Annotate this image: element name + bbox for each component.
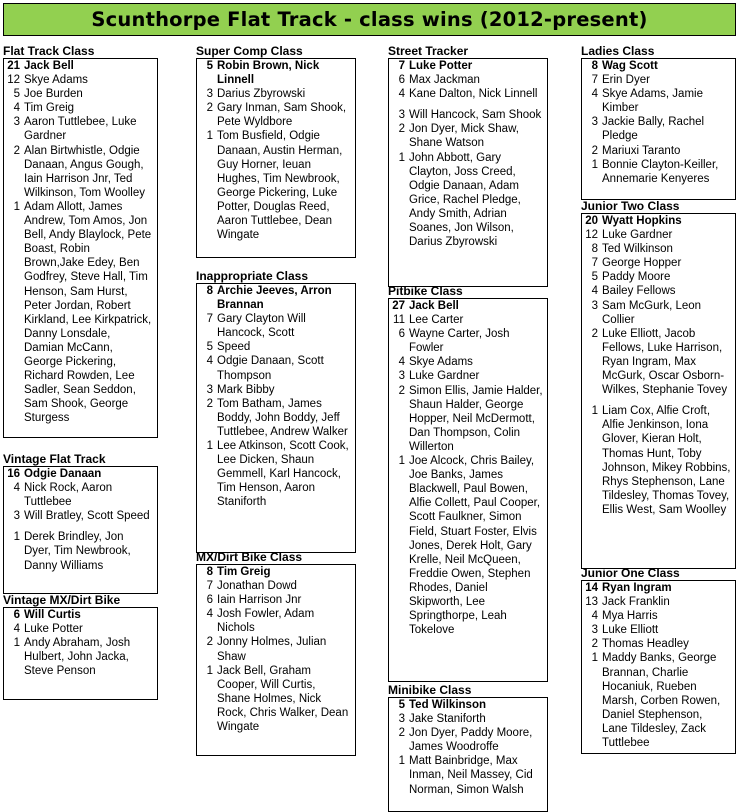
win-count: 2 <box>206 636 213 649</box>
list-item <box>391 313 543 327</box>
rider-names: Tom Busfield, Odgie Danaan, Austin Herman, Guy Horner, Ieuan Hughes, Tim Newbrook, George Pickering, Luke Potter, Douglas Reed, Aaron Tuttlebee, Dean Wingate <box>217 130 343 242</box>
list-item <box>584 404 731 517</box>
win-count: 13 <box>585 596 598 609</box>
win-count: 2 <box>13 144 20 157</box>
rider-names: Joe Burden <box>24 88 83 101</box>
win-count: 11 <box>393 314 405 327</box>
win-count: 2 <box>398 123 405 136</box>
section-title: Pitbike Class <box>388 284 463 298</box>
win-count: 4 <box>591 285 598 298</box>
rider-names: Mariuxi Taranto <box>602 144 681 157</box>
section-title: Super Comp Class <box>196 44 303 58</box>
win-count: 4 <box>13 482 20 495</box>
rider-names: Mark Bibby <box>217 383 275 396</box>
rider-names: Jack Bell <box>24 60 74 72</box>
list-item <box>199 579 351 593</box>
rider-names: Tim Greig <box>24 102 75 115</box>
win-count: 3 <box>591 299 598 312</box>
win-count: 1 <box>591 158 598 171</box>
win-count: 2 <box>206 397 213 410</box>
rider-names: Ted Wilkinson <box>602 243 673 256</box>
rider-names: Alan Birtwhistle, Odgie Danaan, Angus Gough, Iain Harrison Jnr, Ted Wilkinson, Tom Woolley <box>24 144 146 199</box>
list-item <box>6 200 153 426</box>
rider-names: Skye Adams <box>24 74 88 87</box>
list-item <box>584 284 731 298</box>
win-count: 8 <box>206 285 213 297</box>
win-count: 8 <box>206 566 213 578</box>
rider-names: Bailey Fellows <box>602 285 676 298</box>
rider-names: Iain Harrison Jnr <box>217 594 302 607</box>
class-section <box>3 452 158 594</box>
list-item <box>391 384 543 454</box>
wins-box <box>196 58 356 258</box>
win-count: 5 <box>398 699 405 711</box>
win-count: 4 <box>206 355 213 368</box>
section-title: MX/Dirt Bike Class <box>196 550 303 564</box>
win-count: 4 <box>398 356 405 369</box>
rider-names: Jonny Holmes, Julian Shaw <box>217 636 327 663</box>
rider-names: Josh Fowler, Adam Nichols <box>217 608 315 635</box>
section-title: Minibike Class <box>388 683 472 697</box>
wins-box <box>196 564 356 756</box>
rider-names: George Hopper <box>602 257 682 270</box>
win-count: 2 <box>398 384 405 397</box>
rider-names: Sam McGurk, Leon Collier <box>602 299 702 326</box>
rider-names: Liam Cox, Alfie Croft, Alfie Jenkinson, Iona Glover, Kieran Holt, Thomas Hunt, Toby Johnson, Mikey Robbins, Rhys Stephenson, Lane Tildesley, Thomas Tovey, Ellis West, Sam Woolley <box>602 405 731 516</box>
rider-names: Luke Gardner <box>409 370 480 383</box>
list-item <box>6 144 153 200</box>
win-count: 6 <box>206 594 213 607</box>
wins-box <box>388 298 548 682</box>
section-title: Ladies Class <box>581 44 655 58</box>
list-item <box>391 754 543 796</box>
class-section <box>388 44 548 287</box>
list-item <box>199 383 351 397</box>
win-count: 4 <box>591 610 598 623</box>
section-title: Vintage Flat Track <box>3 452 106 466</box>
list-item <box>6 101 153 115</box>
list-item <box>199 397 351 439</box>
rider-names: Jack Bell, Graham Cooper, Will Curtis, Shane Holmes, Nick Rock, Chris Walker, Dean Wingate <box>217 664 349 734</box>
win-count: 3 <box>206 383 213 396</box>
wins-box <box>3 58 158 438</box>
class-section <box>196 550 356 756</box>
list-item <box>6 636 153 678</box>
list-item <box>391 369 543 383</box>
list-item <box>6 467 153 481</box>
list-item <box>199 87 351 101</box>
win-count: 7 <box>206 313 213 326</box>
win-count: 20 <box>585 215 598 227</box>
rider-names: Simon Ellis, Jamie Halder, Shaun Halder, George Hopper, Neil McDermott, Dan Thompson, Colin Willerton <box>409 384 543 453</box>
rider-names: Andy Abraham, Josh Hulbert, John Jacka, Steve Penson <box>24 637 131 678</box>
win-count: 2 <box>206 102 213 115</box>
win-count: 1 <box>13 200 20 213</box>
win-count: 8 <box>591 60 598 72</box>
rider-names: Gary Clayton Will Hancock, Scott <box>217 313 306 340</box>
wins-box <box>581 58 736 200</box>
win-count: 1 <box>591 652 598 665</box>
rider-names: Jon Dyer, Mick Shaw, Shane Watson <box>409 123 519 150</box>
rider-names: Wag Scott <box>602 60 658 72</box>
win-count: 1 <box>398 151 405 164</box>
rider-names: Paddy Moore <box>602 271 671 284</box>
list-item <box>199 635 351 663</box>
list-item <box>584 158 731 186</box>
list-item <box>391 454 543 637</box>
win-count: 14 <box>585 582 598 594</box>
list-item <box>199 607 351 635</box>
list-item <box>584 242 731 256</box>
list-item <box>199 340 351 354</box>
win-count: 1 <box>398 455 405 468</box>
rider-names: Odgie Danaan <box>24 468 102 480</box>
win-count: 5 <box>13 88 20 101</box>
rider-names: Jack Bell <box>409 300 459 312</box>
rider-names: Tom Batham, James Boddy, John Boddy, Jeff Tuttlebee, Andrew Walker <box>217 397 348 438</box>
rider-names: Gary Inman, Sam Shook, Pete Wyldbore <box>217 102 347 129</box>
rider-names: Skye Adams <box>409 356 473 369</box>
list-item <box>584 623 731 637</box>
rider-names: Tim Greig <box>217 566 271 578</box>
win-count: 4 <box>591 88 598 101</box>
rider-names: Lee Carter <box>409 314 464 327</box>
list-item <box>584 115 731 143</box>
rider-names: Lee Atkinson, Scott Cook, Lee Dicken, Shaun Gemmell, Karl Hancock, Tim Henson, Aaron Staniforth <box>217 440 349 509</box>
win-count: 5 <box>206 341 213 354</box>
win-count: 2 <box>591 327 598 340</box>
win-count: 5 <box>591 271 598 284</box>
list-item <box>199 101 351 129</box>
rider-names: Archie Jeeves, Arron Brannan <box>217 285 332 312</box>
rider-names: Aaron Tuttlebee, Luke Gardner <box>24 116 137 143</box>
class-section <box>581 199 736 569</box>
win-count: 2 <box>591 638 598 651</box>
list-item <box>584 228 731 242</box>
rider-names: Speed <box>217 341 251 354</box>
class-section <box>3 593 158 700</box>
wins-box <box>581 580 736 754</box>
win-count: 5 <box>206 60 213 72</box>
list-item <box>391 59 543 73</box>
class-section <box>388 284 548 682</box>
win-count: 3 <box>398 370 405 383</box>
list-item <box>584 609 731 623</box>
class-section <box>196 44 356 258</box>
list-item <box>199 59 351 87</box>
rider-names: Bonnie Clayton-Keiller, Annemarie Kenyeres <box>602 158 719 185</box>
list-item <box>391 73 543 87</box>
list-item <box>584 637 731 651</box>
rider-names: Skye Adams, Jamie Kimber <box>602 88 703 115</box>
list-item <box>391 355 543 369</box>
win-count: 1 <box>206 440 213 453</box>
list-item <box>584 73 731 87</box>
win-count: 4 <box>398 88 405 101</box>
list-item <box>6 59 153 73</box>
win-count: 3 <box>398 713 405 726</box>
section-title: Flat Track Class <box>3 44 95 58</box>
list-item <box>584 87 731 115</box>
win-count: 3 <box>398 109 405 122</box>
list-item <box>584 256 731 270</box>
list-item <box>199 129 351 242</box>
rider-names: Mya Harris <box>602 610 658 623</box>
win-count: 3 <box>206 88 213 101</box>
list-item <box>584 581 731 595</box>
win-count: 1 <box>206 664 213 677</box>
list-item <box>584 595 731 609</box>
win-count: 3 <box>13 510 20 523</box>
wins-box <box>196 283 356 553</box>
class-section <box>581 44 736 200</box>
win-count: 3 <box>591 116 598 129</box>
list-item <box>584 59 731 73</box>
rider-names: Wyatt Hopkins <box>602 215 682 227</box>
rider-names: Max Jackman <box>409 74 480 87</box>
win-count: 1 <box>591 405 598 418</box>
list-item <box>6 530 153 572</box>
rider-names: Darius Zbyrowski <box>217 88 306 101</box>
list-item <box>6 481 153 509</box>
win-count: 1 <box>206 130 213 143</box>
page-title: Scunthorpe Flat Track - class wins (2012-present) <box>3 3 736 36</box>
section-title: Inappropriate Class <box>196 269 309 283</box>
wins-box <box>3 607 158 700</box>
win-count: 4 <box>206 608 213 621</box>
class-section <box>3 44 158 438</box>
class-section <box>581 566 736 754</box>
rider-names: Luke Potter <box>409 60 473 72</box>
list-item <box>199 284 351 312</box>
win-count: 4 <box>13 623 20 636</box>
wins-box <box>388 697 548 812</box>
rider-names: Ted Wilkinson <box>409 699 486 711</box>
rider-names: Joe Alcock, Chris Bailey, Joe Banks, James Blackwell, Paul Bowen, Alfie Collett, Paul Cooper, Scott Faulkner, Simon Field, Stuart Foster, Elvis Jones, Derek Holt, Gary Krelle, Neil McQueen, Freddie Owen, Stephen Rhodes, Daniel Skipworth, Lee Springthorpe, Leah Tokelove <box>409 455 541 637</box>
class-section <box>196 269 356 553</box>
rider-names: Jon Dyer, Paddy Moore, James Woodroffe <box>409 727 533 754</box>
rider-names: Luke Elliott <box>602 624 659 637</box>
wins-box <box>3 466 158 594</box>
list-item <box>199 593 351 607</box>
section-title: Street Tracker <box>388 44 469 58</box>
rider-names: Ryan Ingram <box>602 582 672 594</box>
rider-names: Will Curtis <box>24 609 81 621</box>
rider-names: John Abbott, Gary Clayton, Joss Creed, Odgie Danaan, Adam Grice, Rachel Pledge, Andy Smith, Adrian Soanes, Jon Wilson, Darius Zbyrowski <box>409 151 521 249</box>
list-item <box>199 664 351 734</box>
list-item <box>391 698 543 712</box>
win-count: 3 <box>13 116 20 129</box>
win-count: 7 <box>591 74 598 87</box>
rider-names: Thomas Headley <box>602 638 689 651</box>
list-item <box>391 122 543 150</box>
rider-names: Wayne Carter, Josh Fowler <box>409 328 510 355</box>
win-count: 16 <box>7 468 20 480</box>
list-item <box>584 270 731 284</box>
list-item <box>199 354 351 382</box>
list-item <box>584 651 731 750</box>
section-title: Vintage MX/Dirt Bike <box>3 593 121 607</box>
win-count: 1 <box>398 755 405 768</box>
list-item <box>584 214 731 228</box>
rider-names: Jonathan Dowd <box>217 580 297 593</box>
wins-box <box>581 213 736 569</box>
win-count: 1 <box>13 531 20 544</box>
rider-names: Luke Elliott, Jacob Fellows, Luke Harrison, Ryan Ingram, Max McGurk, Oscar Osborn-Wilkes, Stephanie Tovey <box>602 327 728 397</box>
list-item <box>391 108 543 122</box>
win-count: 6 <box>398 74 405 87</box>
rider-names: Jackie Bally, Rachel Pledge <box>602 116 705 143</box>
win-count: 3 <box>591 624 598 637</box>
rider-names: Kane Dalton, Nick Linnell <box>409 88 538 101</box>
win-count: 8 <box>591 243 598 256</box>
list-item <box>6 115 153 143</box>
list-item <box>6 87 153 101</box>
rider-names: Adam Allott, James Andrew, Tom Amos, Jon Bell, Andy Blaylock, Pete Boast, Robin Brown,Jake Edey, Ben Godfrey, Steve Hall, Tim Henson, Sam Hurst, Peter Jordan, Robert Kirkland, Lee Kirkpatrick, Danny Lonsdale, Damian McCann, George Pickering, Richard Rowden, Lee Sadler, Sean Seddon, Sam Shook, George Sturgess <box>24 200 152 425</box>
win-count: 2 <box>591 144 598 157</box>
wins-box <box>388 58 548 287</box>
rider-names: Will Hancock, Sam Shook <box>409 109 542 122</box>
class-section <box>388 683 548 812</box>
section-title: Junior One Class <box>581 566 680 580</box>
list-item <box>199 312 351 340</box>
list-item <box>199 439 351 509</box>
list-item <box>391 726 543 754</box>
rider-names: Erin Dyer <box>602 74 650 87</box>
rider-names: Will Bratley, Scott Speed <box>24 510 150 523</box>
list-item <box>391 327 543 355</box>
list-item <box>391 87 543 101</box>
list-item <box>584 144 731 158</box>
win-count: 1 <box>13 637 20 650</box>
win-count: 4 <box>13 102 20 115</box>
rider-names: Robin Brown, Nick Linnell <box>217 60 320 87</box>
win-count: 7 <box>591 257 598 270</box>
rider-names: Derek Brindley, Jon Dyer, Tim Newbrook, Danny Williams <box>24 531 131 572</box>
section-title: Junior Two Class <box>581 199 680 213</box>
list-item <box>6 622 153 636</box>
win-count: 7 <box>398 60 405 72</box>
win-count: 27 <box>392 300 405 312</box>
rider-names: Jack Franklin <box>602 596 670 609</box>
list-item <box>584 299 731 327</box>
win-count: 6 <box>13 609 20 621</box>
rider-names: Luke Gardner <box>602 229 673 242</box>
rider-names: Jake Staniforth <box>409 713 486 726</box>
list-item <box>6 509 153 523</box>
rider-names: Matt Bainbridge, Max Inman, Neil Massey, Cid Norman, Simon Walsh <box>409 755 533 796</box>
rider-names: Luke Potter <box>24 623 83 636</box>
list-item <box>391 151 543 250</box>
list-item <box>584 327 731 397</box>
list-item <box>6 73 153 87</box>
win-count: 7 <box>206 580 213 593</box>
win-count: 2 <box>398 727 405 740</box>
win-count: 21 <box>7 60 20 72</box>
rider-names: Nick Rock, Aaron Tuttlebee <box>24 482 113 509</box>
rider-names: Maddy Banks, George Brannan, Charlie Hocaniuk, Rueben Marsh, Corben Rowen, Daniel Stephenson, Lane Tildesley, Zack Tuttlebee <box>602 652 721 750</box>
list-item <box>391 299 543 313</box>
list-item <box>391 712 543 726</box>
win-count: 12 <box>7 74 20 87</box>
win-count: 6 <box>398 328 405 341</box>
win-count: 12 <box>585 229 598 242</box>
rider-names: Odgie Danaan, Scott Thompson <box>217 355 324 382</box>
list-item <box>199 565 351 579</box>
list-item <box>6 608 153 622</box>
